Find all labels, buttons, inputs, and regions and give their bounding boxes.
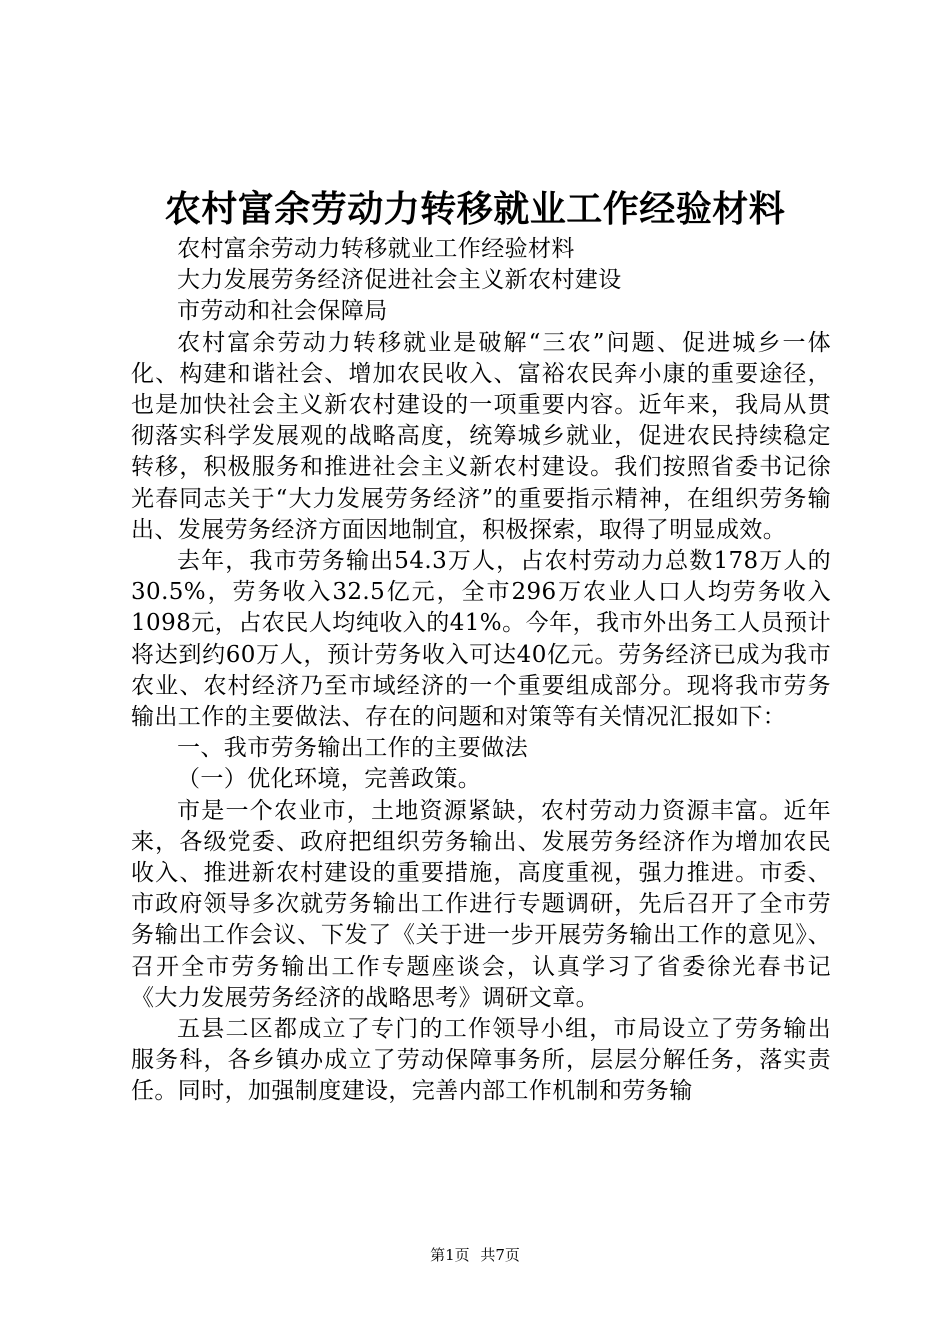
page-total: 共7页 [480,1246,520,1264]
section-heading: 一、我市劳务输出工作的主要做法 [177,735,528,762]
paragraph-policy: 市是一个农业市，土地资源紧缺，农村劳动力资源丰富。近年来，各级党委、政府把组织劳务输出、发展劳务经济作为增加农民收入、推进新农村建设的重要措施，高度重视，强力推进。市委、市政府领导多次就劳务输出工作进行专题调研，先后召开了全市劳务输出工作会议、下发了《关于进一步开展劳务输出工作的意见》、召开全市劳务输出工作专题座谈会，认真学习了省委徐光春书记《大力发展劳务经济的战略思考》调研文章。 [131,797,831,1011]
page-footer [0,1244,950,1266]
paragraph-heading: 大力发展劳务经济促进社会主义新农村建设 [177,267,622,294]
document-body [131,234,831,1108]
paragraph-statistics: 去年，我市劳务输出54.3万人，占农村劳动力总数178万人的30.5%，劳务收入32.5亿元，全市296万农业人口人均劳务收入1098元，占农民人均纯收入的41%。今年，我市外出务工人员预计将达到约60万人，预计劳务收入可达40亿元。劳务经济已成为我市农业、农村经济乃至市域经济的一个重要组成部分。现将我市劳务输出工作的主要做法、存在的问题和对策等有关情况汇报如下： [131,548,831,731]
paragraph-intro: 农村富余劳动力转移就业是破解“三农”问题、促进城乡一体化、构建和谐社会、增加农民收入、富裕农民奔小康的重要途径，也是加快社会主义新农村建设的一项重要内容。近年来，我局从贯彻落实科学发展观的战略高度，统筹城乡就业，促进农民持续稳定转移，积极服务和推进社会主义新农村建设。我们按照省委书记徐光春同志关于“大力发展劳务经济”的重要指示精神，在组织劳务输出、发展劳务经济方面因地制宜，积极探索，取得了明显成效。 [131,329,831,543]
paragraph-organization: 五县二区都成立了专门的工作领导小组，市局设立了劳务输出服务科，各乡镇办成立了劳动保障事务所，层层分解任务，落实责任。同时，加强制度建设，完善内部工作机制和劳务输 [131,1016,831,1105]
page-number: 第1页 [430,1246,470,1264]
paragraph-subtitle: 农村富余劳动力转移就业工作经验材料 [177,236,575,262]
document-title: 农村富余劳动力转移就业工作经验材料 [164,189,786,230]
subsection-heading: （一）优化环境，完善政策。 [177,766,482,793]
paragraph-author: 市劳动和社会保障局 [177,298,388,325]
